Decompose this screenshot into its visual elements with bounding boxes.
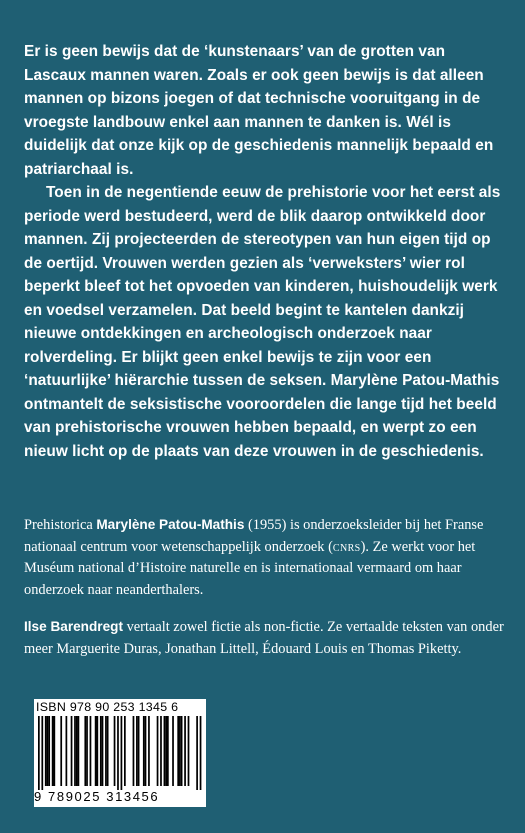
isbn-label: ISBN 978 90 253 1345 6 [36,700,179,714]
barcode-bar [107,716,109,786]
barcode-bar [78,716,80,786]
back-cover-blurb [24,40,510,463]
barcode-bar [133,716,135,786]
barcode-bar [167,716,169,786]
barcode-bar [48,716,50,786]
barcode-bar [124,716,126,786]
blurb-paragraph-1: Er is geen bewijs dat de ‘kunstenaars’ van de grotten van Lascaux mannen waren. Zoals er ook geen bewijs is dat alleen mannen op bizons joegen of dat technische vooruitgang in de vroegste landbouw enkel aan mannen te danken is. Wél is duidelijk dat onze kijk op de geschiedenis mannelijk bepaald en patriarchaal is. [24,43,494,178]
barcode-bar [60,716,62,786]
translator-name: Ilse Barendregt [24,619,123,634]
barcode-bar [52,716,54,786]
barcode-bar [145,716,147,786]
barcode-bar [47,716,49,786]
barcode-bar [100,716,102,786]
ean-digits: 9 789025 313456 [34,789,160,804]
author-bio-text-1: (1955) is onderzoeksleider bij het Franse nationaal centrum voor wetenschappelijk onderzoek ( [24,517,484,555]
barcode-bar [84,716,86,786]
barcode-bars [37,716,203,790]
author-bio-intro: Prehistorica [24,517,97,533]
isbn-barcode [34,699,206,807]
barcode-bar [114,716,116,786]
barcode-bar [196,716,198,790]
barcode-bar [96,716,98,786]
barcode-bar [71,716,73,786]
barcode-bar [136,716,138,786]
translator-bio-text: vertaalt zowel fictie als non-fictie. Ze vertaalde teksten van onder meer Marguerite Duras, Jonathan Littell, Édouard Louis en Thomas Piketty. [24,619,504,657]
barcode-bar [66,716,68,786]
author-bio-acronym: cnrs [332,538,361,555]
barcode-bar [172,716,174,786]
barcode-bar [179,716,181,786]
barcode-bar [102,716,104,786]
barcode-bar [53,716,55,786]
barcode-bar [38,716,40,790]
barcode-bar [45,716,47,786]
barcode-bar [148,716,150,786]
blurb-paragraph-2: Toen in de negentiende eeuw de prehistorie voor het eerst als periode werd bestudeerd, werd de blik daarop ontwikkeld door mannen. Zij projecteerden de stereotypen van hun eigen tijd op de oertijd. Vrouwen werden gezien als ‘verweksters’ wier rol beperkt bleef tot het opvoeden van kinderen, huishoudelijk werk en voedsel verzamelen. Dat beeld begint te kantelen dankzij nieuwe ontdekkingen en archeologisch onderzoek naar rolverdeling. Er blijkt geen enkel bewijs te zijn voor een ‘natuurlijke’ hiërarchie tussen de seksen. Marylène Patou-Mathis ontmantelt de seksistische vooroordelen die lange tijd het beeld van prehistorische vrouwen hebben bepaald, en werpt zo een nieuw licht op de plaats van deze vrouwen in de geschiedenis. [24,184,501,460]
barcode-bar [143,716,145,786]
author-name: Marylène Patou-Mathis [96,517,245,532]
barcode-bar [188,716,190,786]
barcode-bar [90,716,92,786]
barcode-bar [160,716,162,786]
author-bio-text-2: ). Ze werkt voor het Muséum national d’Histoire naturelle en is internationaal vermaard om haar onderzoek naar neanderthalers. [24,538,476,598]
barcode-bar [177,716,179,786]
barcode-bar [74,716,76,786]
barcode-bar [117,716,119,790]
barcode-bar [164,716,166,786]
barcode-bar [157,716,159,786]
barcode-bar [138,716,140,786]
barcode-bar [165,716,167,786]
barcode-bar [181,716,183,786]
bio-section [24,514,514,660]
barcode-bar [86,716,88,786]
translator-bio [24,616,514,660]
barcode-bar [76,716,78,786]
barcode-bar [41,716,43,790]
barcode-bar [200,716,202,790]
barcode-bar [121,716,123,790]
barcode-bar [105,716,107,786]
author-bio [24,514,514,601]
barcode-bar [95,716,97,786]
barcode-bar [184,716,186,786]
